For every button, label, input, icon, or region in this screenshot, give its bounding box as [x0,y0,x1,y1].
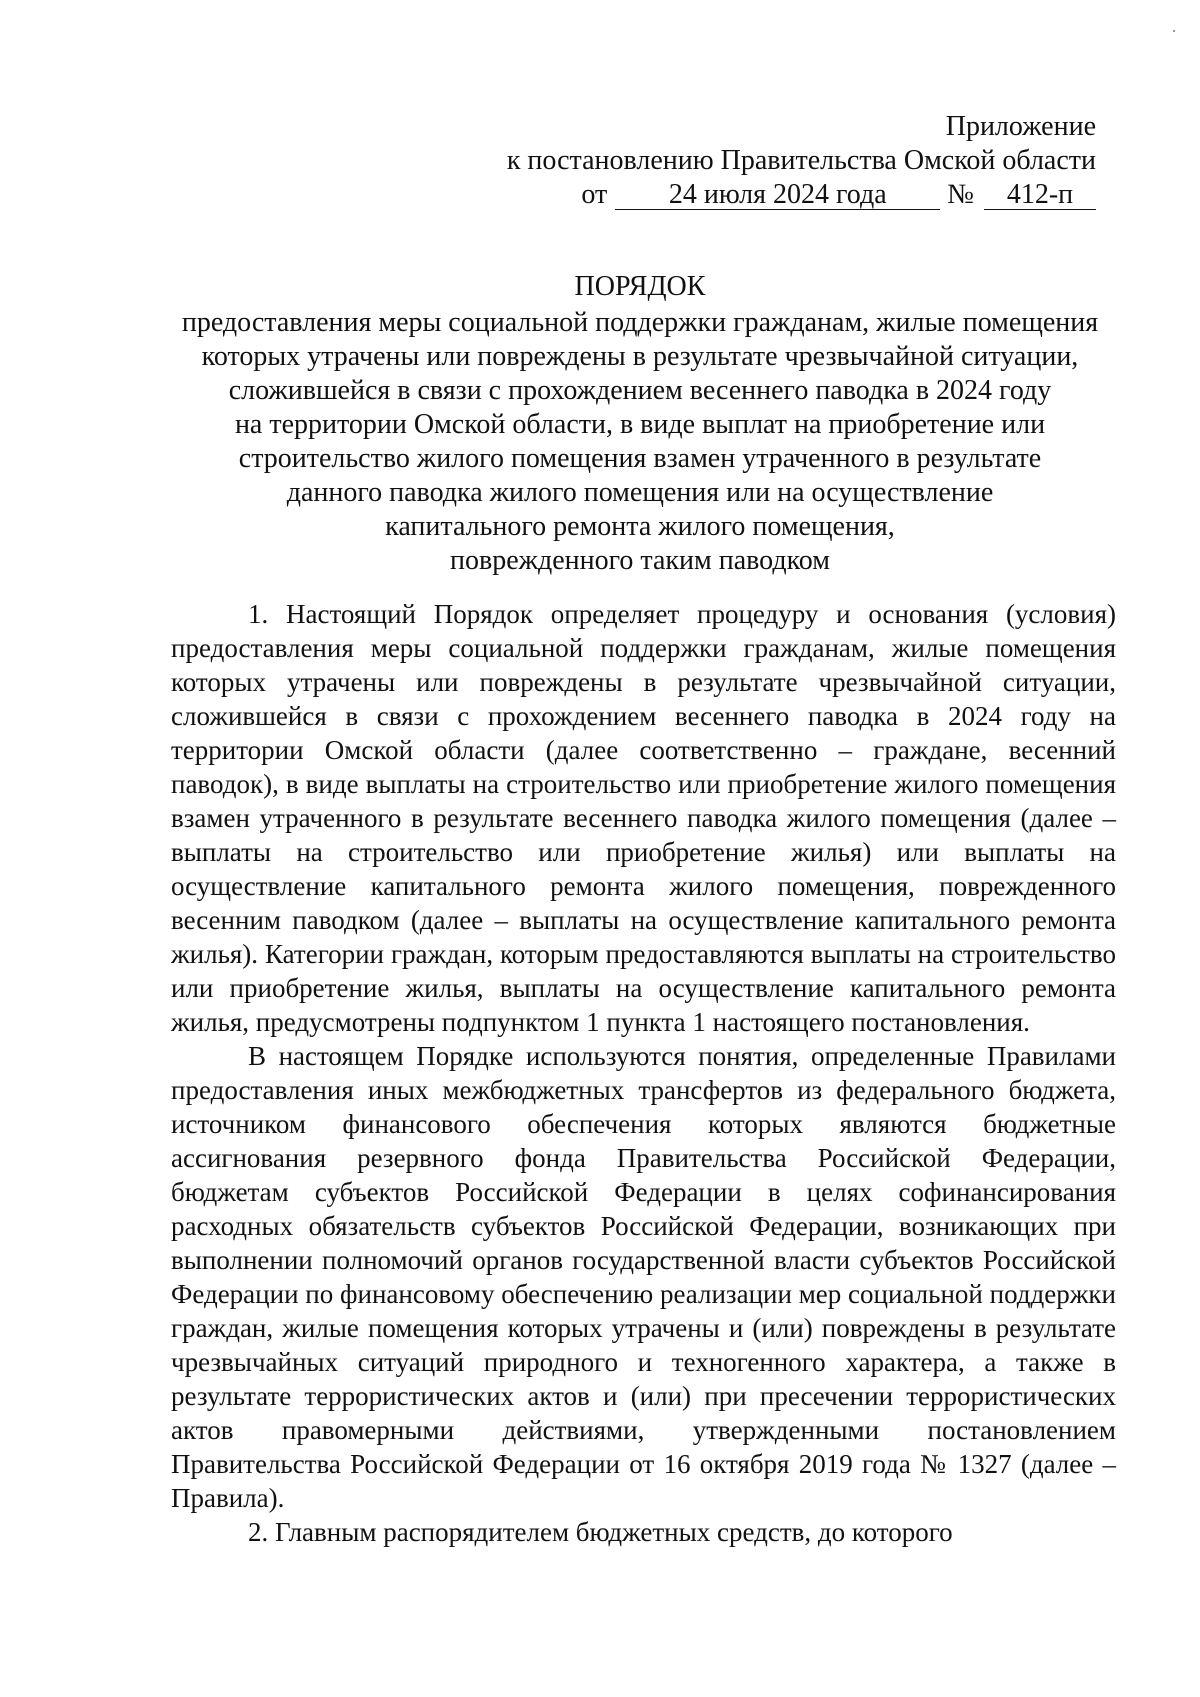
paragraph-1: 1. Настоящий Порядок определяет процедуру и основания (условия) предоставления меры социальной поддержки гражданам, жилые помещения которых утрачены или повреждены в результате чрезвычайной ситуации, сложившейся в связи с прохождением весеннего паводка в 2024 году на территории Омской области (далее соответственно – граждане, весенний паводок), в виде выплаты на строительство или приобретение жилого помещения взамен утраченного в результате весеннего паводка жилого помещения (далее – выплаты на строительство или приобретение жилья) или выплаты на осуществление капитального ремонта жилого помещения, поврежденного весенним паводком (далее – выплаты на осуществление капитального ремонта жилья). Категории граждан, которым предоставляются выплаты на строительство или приобретение жилья, выплаты на осуществление капитального ремонта жилья, предусмотрены подпунктом 1 пункта 1 настоящего постановления. [171,599,1116,1037]
appendix-label: Приложение [945,111,1096,142]
paragraph-2: 2. Главным распорядителем бюджетных средств, до которого [248,1517,953,1547]
subtitle-line: капитального ремонта жилого помещения, [385,511,895,542]
subtitle-line: на территории Омской области, в виде выплат на приобретение или [234,409,1046,440]
document-body [171,597,1116,1549]
subtitle-line: строительство жилого помещения взамен утраченного в результате [238,443,1042,474]
appendix-header [507,110,1096,212]
resolution-number: 412-п [984,181,1096,210]
title-heading: ПОРЯДОК [574,271,706,302]
document-title [160,270,1120,578]
from-label: от [581,179,608,210]
resolution-date: 24 июля 2024 года [615,181,940,210]
subtitle-line: предоставления меры социальной поддержки гражданам, жилые помещения [181,307,1099,338]
date-number-line [507,178,1096,212]
resolution-reference: к постановлению Правительства Омской области [506,145,1096,176]
subtitle-line: которых утрачены или повреждены в результате чрезвычайной ситуации, [201,341,1079,372]
subtitle-line: данного паводка жилого помещения или на осуществление [286,477,994,508]
subtitle-line: сложившейся в связи с прохождением весеннего паводка в 2024 году [228,375,1052,406]
paragraph-definitions: В настоящем Порядке используются понятия, определенные Правилами предоставления иных межбюджетных трансфертов из федерального бюджета, источником финансового обеспечения которых являются бюджетные ассигнования резервного фонда Правительства Российской Федерации, бюджетам субъектов Российской Федерации в целях софинансирования расходных обязательств субъектов Российской Федерации, возникающих при выполнении полномочий органов государственной власти субъектов Российской Федерации по финансовому обеспечению реализации мер социальной поддержки граждан, жилые помещения которых утрачены и (или) повреждены в результате чрезвычайных ситуаций природного и техногенного характера, а также в результате террористических актов и (или) при пресечении террористических актов правомерными действиями, утвержденными постановлением Правительства Российской Федерации от 16 октября 2019 года № 1327 (далее – Правила). [171,1041,1116,1513]
scan-speck [1173,30,1175,32]
title-subtitle [160,306,1120,578]
number-label: № [947,179,974,210]
subtitle-line: поврежденного таким паводком [450,545,830,576]
